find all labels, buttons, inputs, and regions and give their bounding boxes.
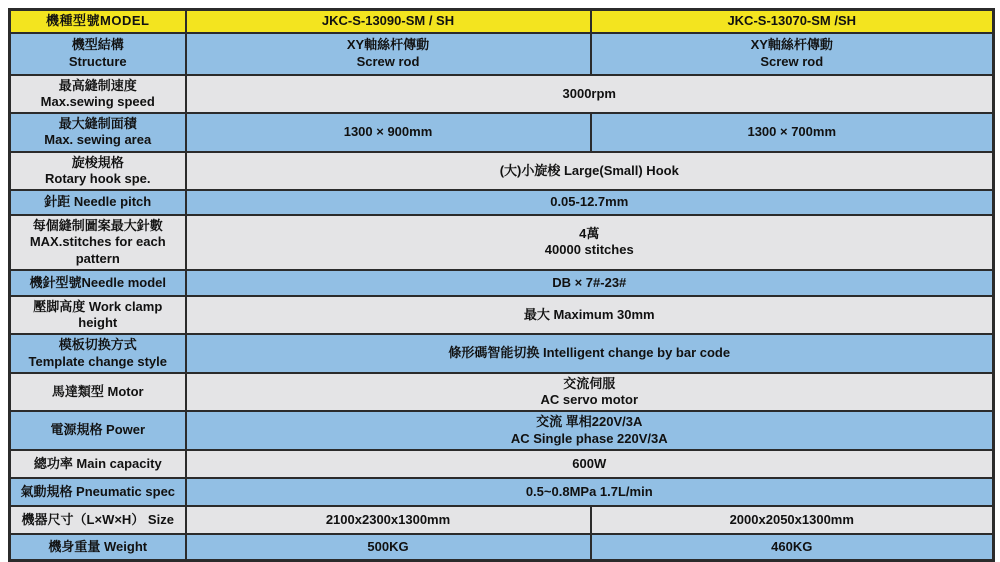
- row-label-line: 機器尺寸（L×W×H） Size: [21, 511, 174, 527]
- row-label-line: 機型結構: [71, 37, 124, 53]
- spec-row-structure: [10, 33, 994, 75]
- row-label-pneumatic-spec: [10, 478, 186, 506]
- row-label-max-stitches: [10, 215, 186, 270]
- spec-row-main-capacity: [10, 450, 994, 478]
- spec-header-row: [10, 10, 994, 33]
- row-value-weight-col1: [186, 534, 591, 561]
- row-label-motor: [10, 373, 186, 412]
- row-value-line: XY軸絲杆傳動: [750, 37, 833, 53]
- row-value-line: AC Single phase 220V/3A: [510, 430, 668, 446]
- row-label-size: [10, 506, 186, 534]
- row-value-line: 2100x2300x1300mm: [325, 511, 451, 527]
- row-value-max-sewing-speed: [186, 75, 994, 114]
- row-value-size-col2: [591, 506, 994, 534]
- row-label-line: 總功率 Main capacity: [33, 455, 162, 471]
- row-value-line: Screw rod: [760, 53, 824, 69]
- row-label-max-sewing-area: [10, 113, 186, 152]
- row-value-template-change-style: [186, 334, 994, 373]
- row-value-line: XY軸絲杆傳動: [346, 37, 430, 53]
- row-value-line: 交流 單相220V/3A: [536, 414, 643, 430]
- row-label-line: 氣動規格 Pneumatic spec: [20, 483, 176, 499]
- row-value-line: 500KG: [367, 538, 409, 554]
- spec-row-max-sewing-area: [10, 113, 994, 152]
- row-value-work-clamp-height: [186, 296, 994, 335]
- row-value-line: 600W: [572, 455, 607, 471]
- row-label-line: 旋梭規格: [71, 154, 124, 170]
- row-label-needle-model: [10, 270, 186, 296]
- row-value-line: 1300 × 900mm: [343, 124, 433, 140]
- spec-row-rotary-hook-spec: [10, 152, 994, 191]
- row-value-line: 最大 Maximum 30mm: [523, 306, 655, 322]
- row-label-structure: [10, 33, 186, 75]
- model-header-label: 機種型號MODEL: [10, 10, 186, 33]
- row-value-line: AC servo motor: [540, 392, 639, 407]
- row-label-line: 最高縫制速度: [58, 77, 137, 93]
- row-value-line: 交流伺服: [563, 375, 616, 391]
- row-value-line: DB × 7#-23#: [552, 274, 627, 290]
- spec-row-needle-pitch: [10, 190, 994, 215]
- row-label-main-capacity: [10, 450, 186, 478]
- row-value-line: 0.5~0.8MPa 1.7L/min: [525, 483, 653, 499]
- row-value-line: 1300 × 700mm: [747, 124, 837, 140]
- row-label-line: Rotary hook spe.: [45, 170, 151, 186]
- row-value-line: Screw rod: [356, 53, 420, 69]
- row-label-line: Max.sewing speed: [40, 93, 155, 109]
- row-label-line: 針距 Needle pitch: [44, 194, 152, 210]
- spec-row-max-sewing-speed: [10, 75, 994, 114]
- model-name-13090: JKC-S-13090-SM / SH: [186, 10, 591, 33]
- row-label-line: 電源規格 Power: [50, 422, 146, 438]
- row-value-line: 460KG: [771, 538, 813, 554]
- row-value-max-sewing-area-col2: [591, 113, 994, 152]
- row-value-main-capacity: [186, 450, 994, 478]
- row-label-rotary-hook-spec: [10, 152, 186, 191]
- row-value-line: 條形碼智能切换 Intelligent change by bar code: [448, 345, 731, 361]
- row-value-line: 2000x2050x1300mm: [729, 511, 854, 527]
- row-label-line: 每個縫制圖案最大針數: [32, 218, 163, 233]
- spec-row-power: [10, 411, 994, 450]
- row-value-pneumatic-spec: [186, 478, 994, 506]
- spec-row-work-clamp-height: [10, 296, 994, 335]
- spec-row-pneumatic-spec: [10, 478, 994, 506]
- spec-row-size: [10, 506, 994, 534]
- row-label-line: MAX.stitches for each pattern: [29, 234, 166, 266]
- row-label-power: [10, 411, 186, 450]
- row-label-line: 最大縫制面積: [58, 116, 137, 131]
- row-label-line: 機身重量 Weight: [48, 538, 148, 554]
- row-label-line: 機針型號Needle model: [29, 274, 167, 290]
- spec-table-body: [10, 10, 994, 561]
- row-value-structure-col2: [591, 33, 994, 75]
- row-value-line: 3000rpm: [562, 85, 616, 101]
- spec-row-needle-model: [10, 270, 994, 296]
- row-label-template-change-style: [10, 334, 186, 373]
- row-label-work-clamp-height: [10, 296, 186, 335]
- spec-row-template-change-style: [10, 334, 994, 373]
- model-name-13070: JKC-S-13070-SM /SH: [591, 10, 994, 33]
- row-label-max-sewing-speed: [10, 75, 186, 114]
- row-value-structure-col1: [186, 33, 591, 75]
- row-label-line: 壓脚高度 Work clamp height: [33, 298, 163, 330]
- spec-table: [8, 8, 995, 562]
- row-value-line: 0.05-12.7mm: [550, 194, 629, 210]
- row-label-weight: [10, 534, 186, 561]
- row-value-needle-model: [186, 270, 994, 296]
- row-value-line: (大)小旋梭 Large(Small) Hook: [499, 162, 679, 178]
- spec-row-max-stitches: [10, 215, 994, 270]
- row-value-motor: [186, 373, 994, 412]
- row-label-line: 馬達類型 Motor: [51, 383, 144, 399]
- row-value-power: [186, 411, 994, 450]
- row-value-needle-pitch: [186, 190, 994, 215]
- row-label-line: Template change style: [28, 353, 167, 369]
- row-value-max-stitches: [186, 215, 994, 270]
- row-value-weight-col2: [591, 534, 994, 561]
- spec-row-weight: [10, 534, 994, 561]
- row-value-line: 40000 stitches: [544, 242, 634, 258]
- row-value-max-sewing-area-col1: [186, 113, 591, 152]
- row-value-line: 4萬: [579, 226, 600, 242]
- row-label-line: Structure: [68, 53, 127, 69]
- row-label-line: Max. sewing area: [44, 132, 152, 148]
- spec-row-motor: [10, 373, 994, 412]
- row-value-size-col1: [186, 506, 591, 534]
- row-value-rotary-hook-spec: [186, 152, 994, 191]
- row-label-needle-pitch: [10, 190, 186, 215]
- row-label-line: 模板切换方式: [58, 337, 137, 353]
